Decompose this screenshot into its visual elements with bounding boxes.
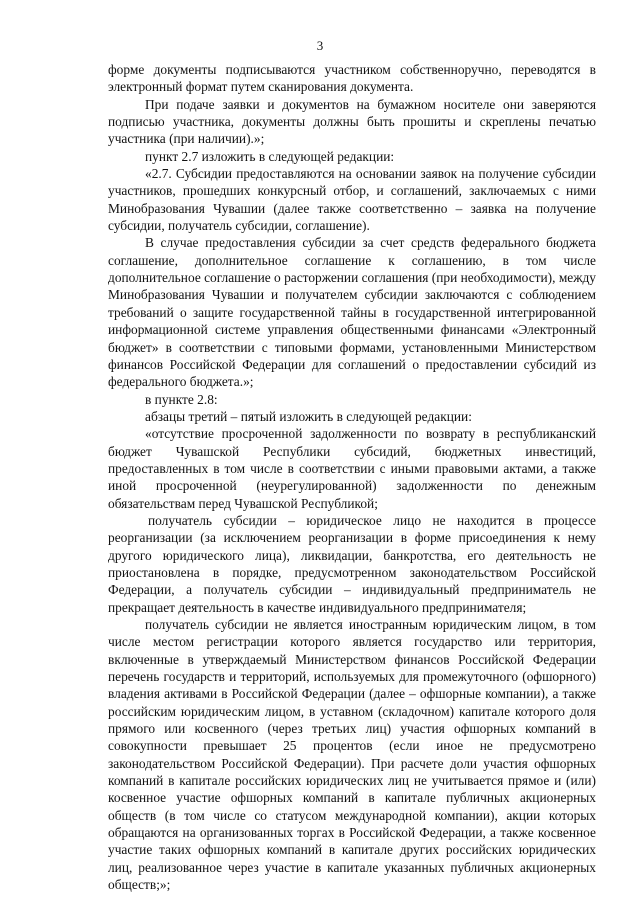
paragraph-no-reorganization: получатель субсидии – юридическое лицо не находится в процессе реорганизации (за исключением реорганизации в форме присоединения к нему другого юридического лица), ликвидации, банкротства, его деятельность не приостановлена в порядке, предусмотренном законодательством Российской Федерации, а получатель субсидии – индивидуальный предприниматель не прекращает деятельность в качестве индивидуального предпринимателя; [108, 512, 596, 615]
page-number: 3 [316, 38, 324, 53]
paragraph-form-documents: форме документы подписываются участником собственноручно, переводятся в электронный формат путем сканирования документа. [108, 62, 596, 95]
paragraph-not-foreign-entity: получатель субсидии не является иностранным юридическим лицом, в том числе местом регистрации которого является государство или территория, включенные в утверждаемый Министерством финансов Российской Федерации перечень государств и территорий, используемых для промежуточного (офшорного) владения активами в Российской Федерации (далее – офшорные компании), а также российским юридическим лицом, в уставном (складочном) капитале которого доля прямого или косвенного (через третьих лиц) участия офшорных компаний в совокупности превышает 25 процентов (если иное не предусмотрено законодательством Российской Федерации). При расчете доли участия офшорных компаний в капитале российских юридических лиц не учитывается прямое и (или) косвенное участие офшорных компаний в капитале публичных акционерных обществ (в том числе со статусом международной компании), акции которых обращаются на организованных торгах в Российской Федерации, а также косвенное участие таких офшорных компаний в капитале других российских юридических лиц, реализованное через участие в капитале указанных публичных акционерных обществ;»; [108, 617, 596, 893]
document-body [108, 61, 596, 894]
paragraph-clause-2-7-intro: пункт 2.7 изложить в следующей редакции: [145, 148, 395, 164]
paragraph-federal-budget: В случае предоставления субсидии за счет средств федерального бюджета соглашение, дополнительное соглашение к соглашению, в том числе дополнительное соглашение о расторжении соглашения (при необходимости), между Минобразования Чувашии и получателем субсидии заключаются с соблюдением требований о защите государственной тайны в государственной интегрированной информационной системе управления общественными финансами «Электронный бюджет» в соответствии с типовыми формами, установленными Министерством финансов Российской Федерации для соглашений о предоставлении субсидий из федерального бюджета.»; [108, 235, 596, 390]
paragraph-paper-submission: При подаче заявки и документов на бумажном носителе они заверяются подписью участника, документы должны быть прошиты и скреплены печатью участника (при наличии).»; [108, 96, 596, 147]
paragraph-clause-2-8-intro: в пункте 2.8: [145, 391, 218, 407]
paragraph-clause-2-7: «2.7. Субсидии предоставляются на основании заявок на получение субсидии участников, прошедших конкурсный отбор, и соглашений, заключаемых с ними Минобразования Чувашии (далее также соответственно – заявка на получение субсидии, получатель субсидии, соглашение). [108, 166, 596, 234]
paragraph-abzatsy-intro: абзацы третий – пятый изложить в следующей редакции: [145, 408, 472, 424]
paragraph-no-overdue-debt: «отсутствие просроченной задолженности по возврату в республиканский бюджет Чувашской Республики субсидий, бюджетных инвестиций, предоставленных в том числе в соответствии с иными правовыми актами, а также иной просроченной (неурегулированной) задолженности по денежным обязательствам перед Чувашской Республикой; [108, 426, 596, 511]
